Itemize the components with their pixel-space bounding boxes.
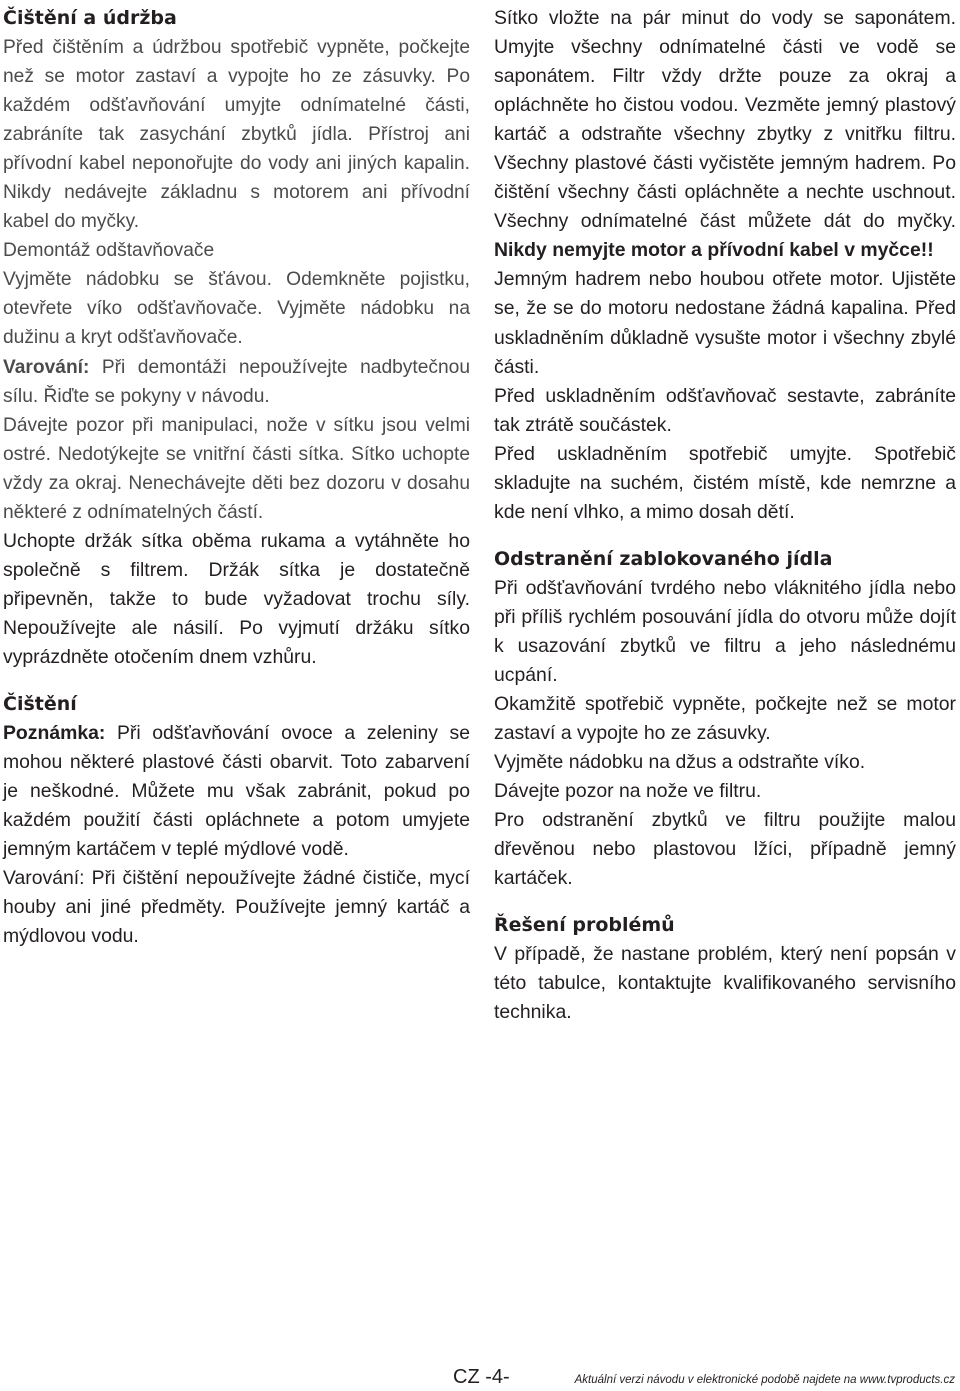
- paragraph-storage: Před uskladněním spotřebič umyjte. Spotřebič skladujte na suchém, čistém místě, kde nemrzne a kde není vlhko, a mimo dosah dětí.: [494, 442, 956, 523]
- left-column: [3, 4, 470, 951]
- paragraph-disassembly: Vyjměte nádobku se šťávou. Odemkněte pojistku, otevřete víko odšťavňovače. Vyjměte nádobku na dužinu a kryt odšťavňovače.: [3, 269, 470, 349]
- warning-text: Při demontáži nepoužívejte nadbytečnou sílu. Řiďte se pokyny v návodu.: [3, 356, 470, 407]
- paragraph-contact-technician: V případě, že nastane problém, který není popsán v této tabulce, kontaktujte kvalifikovaného servisního technika.: [494, 943, 956, 1024]
- paragraph-sieve-holder: Uchopte držák sítka oběma rukama a vytáhněte ho společně s filtrem. Držák sítka je dostatečně připevněn, takže to bude vyžadovat trochu síly. Nepoužívejte ale násilí. Po vyjmutí držáku sítko vyprázdněte otočením dnem vzhůru.: [3, 529, 470, 668]
- subheading-disassembly: Demontáž odštavňovače: [3, 240, 215, 262]
- section-title-cleaning: Čištění: [3, 693, 77, 716]
- paragraph-motor-wipe: Jemným hadrem nebo houbou otřete motor. Ujistěte se, že se do motoru nedostane žádná kapalina. Před uskladněním důkladně vysušte motor i všechny zbylé části.: [494, 268, 956, 378]
- paragraph-warning-force: [3, 353, 470, 411]
- paragraph-sieve-soak: [494, 4, 956, 265]
- paragraph-blockage-cause: Při odšťavňování tvrdého nebo vláknitého jídla nebo při příliš rychlém posouvání jídla do otvoru může dojít k usazování zbytků ve filtru a jeho následnému ucpání.: [494, 576, 956, 686]
- note-label: Poznámka:: [3, 722, 106, 745]
- paragraph-intro: Před čištěním a údržbou spotřebič vypněte, počkejte než se motor zastaví a vypojte ho ze zásuvky. Po každém odšťavňování umyjte odnímatelné části, zabráníte tak zasychání zbytků jídla. Přístroj ani přívodní kabel neponořujte do vody ani jiných kapalin. Nikdy nedávejte základnu s motorem ani přívodní kabel do myčky.: [3, 37, 470, 233]
- page-number: CZ -4-: [453, 1366, 510, 1388]
- paragraph-blades: Dávejte pozor při manipulaci, nože v sítku jsou velmi ostré. Nedotýkejte se vnitřní části sítka. Sítko uchopte vždy za okraj. Nenechávejte děti bez dozoru v dosahu některé z odnímatelných částí.: [3, 414, 470, 523]
- paragraph-warning-cleaners: Varování: Při čištění nepoužívejte žádné čističe, mycí houby ani jiné předměty. Používejte jemný kartáč a mýdlovou vodu.: [3, 867, 470, 948]
- paragraph-assemble: Před uskladněním odšťavňovač sestavte, zabráníte tak ztrátě součástek.: [494, 384, 956, 436]
- paragraph-remove-container: Vyjměte nádobku na džus a odstraňte víko.: [494, 751, 866, 774]
- note-text: Při odšťavňování ovoce a zeleniny se mohou některé plastové části obarvit. Toto zabarvení je neškodné. Můžete mu však zabránit, pokud po každém použití části opláchnete a potom umyjete jemným kartáčem v teplé mýdlové vodě.: [3, 722, 470, 861]
- right-column: [494, 4, 956, 1028]
- warning-label: Varování:: [3, 356, 90, 378]
- dishwasher-warning: Nikdy nemyjte motor a přívodní kabel v myčce!!: [494, 239, 934, 262]
- section-title-cleaning-maintenance: Čištění a údržba: [3, 7, 177, 29]
- section-title-troubleshooting: Řešení problémů: [494, 914, 675, 937]
- paragraph-blade-caution: Dávejte pozor na nože ve filtru.: [494, 780, 762, 803]
- sieve-soak-text: Sítko vložte na pár minut do vody se saponátem. Umyjte všechny odnímatelné části ve vodě se saponátem. Filtr vždy držte pouze za okraj a opláchněte ho čistou vodou. Vezměte jemný plastový kartáč a odstraňte všechny zbytky z vnitřku filtru. Všechny plastové části vyčistěte jemným hadrem. Po čištění všechny části opláchněte a nechte uschnout. Všechny odnímatelné část můžete dát do myčky.: [494, 7, 956, 233]
- section-title-blockage: Odstranění zablokovaného jídla: [494, 547, 833, 570]
- paragraph-switch-off: Okamžitě spotřebič vypněte, počkejte než se motor zastaví a vypojte ho ze zásuvky.: [494, 693, 956, 745]
- footer-note: Aktuální verzi návodu v elektronické podobě najdete na www.tvproducts.cz: [574, 1374, 955, 1386]
- paragraph-remove-residue: Pro odstranění zbytků ve filtru použijte malou dřevěnou nebo plastovou lžíci, případně jemný kartáček.: [494, 809, 956, 890]
- paragraph-note: [3, 719, 470, 864]
